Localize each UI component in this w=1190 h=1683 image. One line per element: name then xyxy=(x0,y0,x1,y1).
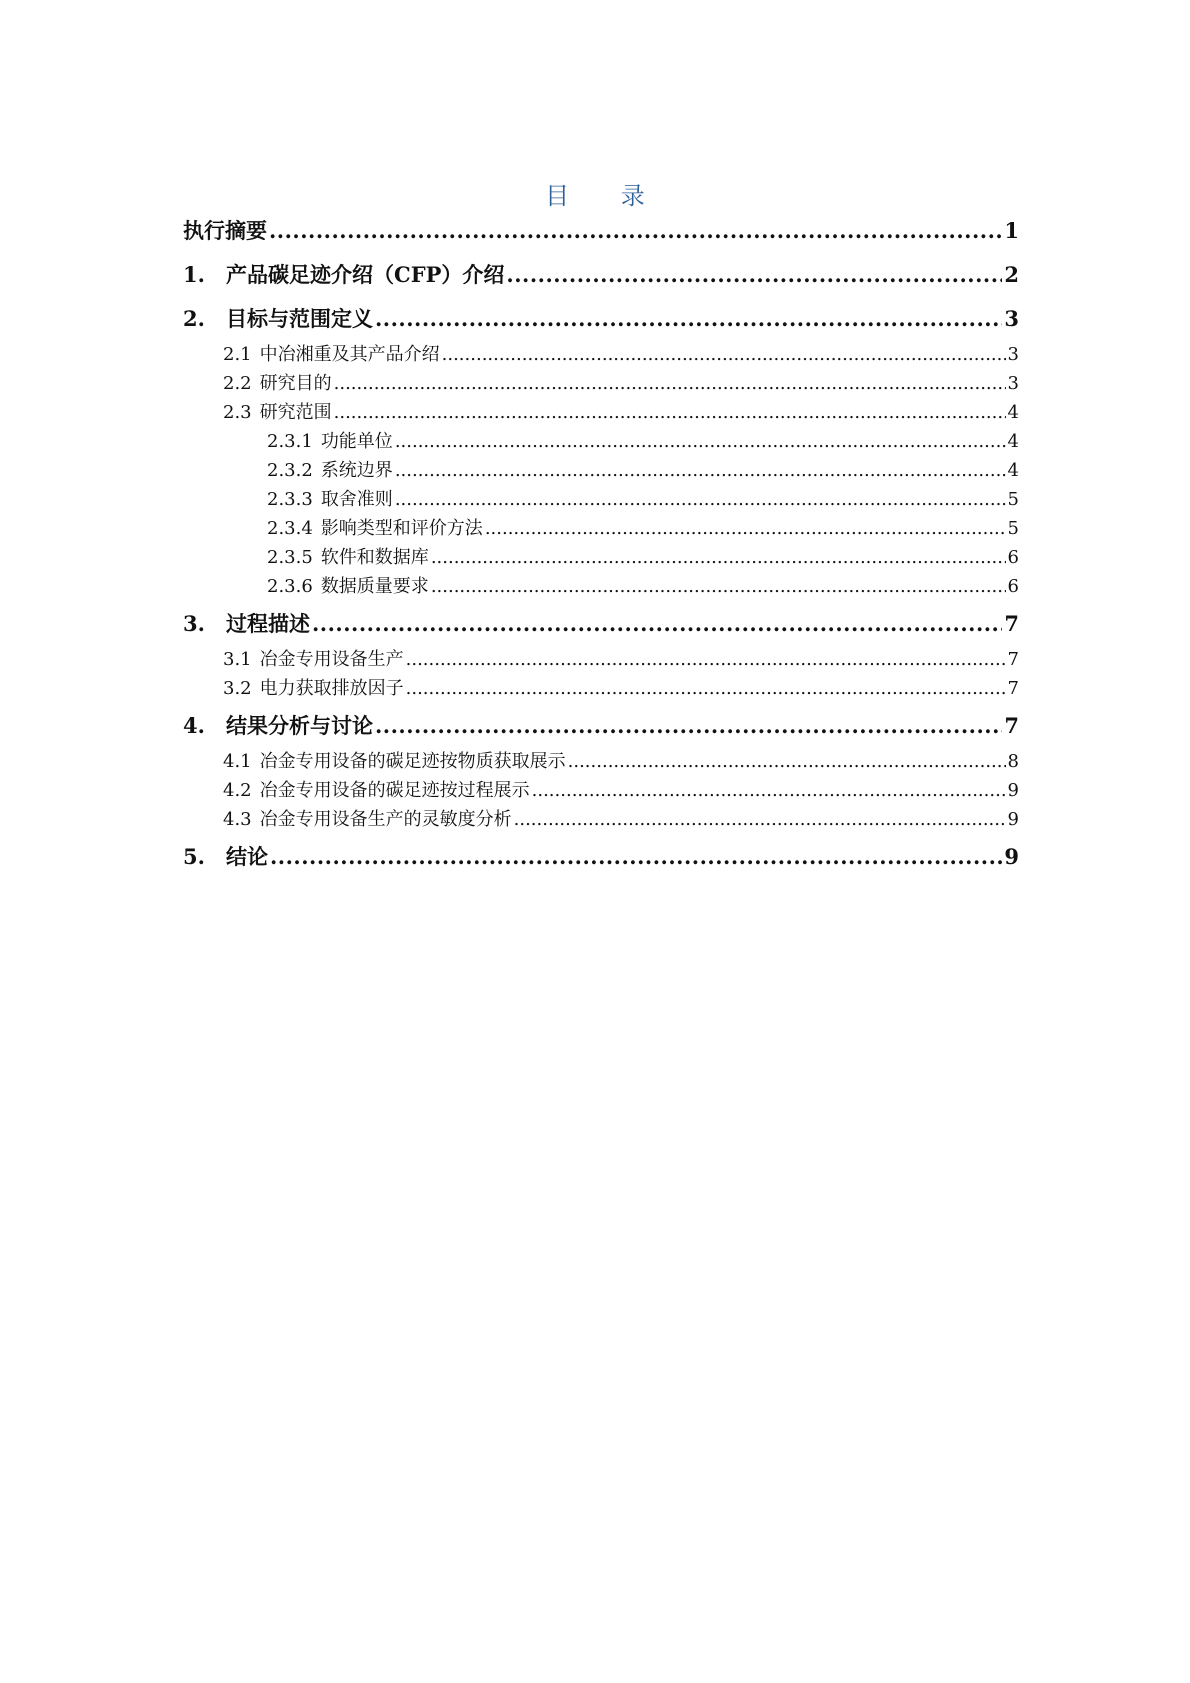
toc-entry-text: 结论 xyxy=(226,844,268,869)
toc-entry[interactable] xyxy=(183,841,1019,871)
toc-entry-text: 产品碳足迹介绍（CFP）介绍 xyxy=(226,262,505,287)
toc-entry-page-number: 5 xyxy=(1007,518,1019,539)
toc-dot-leader xyxy=(269,218,1002,243)
toc-entry-text: 系统边界 xyxy=(320,460,393,481)
toc-entry-number: 2.3.5 xyxy=(267,547,313,568)
toc-entry[interactable] xyxy=(183,259,1019,289)
toc-entry[interactable] xyxy=(223,805,1019,831)
toc-dot-leader xyxy=(506,262,1002,287)
toc-entry-page-number: 9 xyxy=(1007,780,1019,801)
toc-entry-page-number: 3 xyxy=(1004,306,1019,331)
toc-dot-leader xyxy=(431,576,1006,597)
toc-entry-number: 4.2 xyxy=(223,780,252,801)
toc-entry-page-number: 6 xyxy=(1007,547,1019,568)
toc-entry-number: 3. xyxy=(183,611,205,636)
toc-dot-leader xyxy=(514,809,1006,830)
toc-entry-page-number: 7 xyxy=(1007,649,1019,670)
toc-dot-leader xyxy=(406,678,1006,699)
toc-entry[interactable] xyxy=(223,674,1019,700)
toc-dot-leader xyxy=(334,373,1006,394)
toc-dot-leader xyxy=(442,344,1006,365)
toc-dot-leader xyxy=(375,306,1002,331)
toc-entry-text: 冶金专用设备生产 xyxy=(259,649,404,670)
toc-entry-number: 2.3.4 xyxy=(267,518,313,539)
toc-entry-page-number: 1 xyxy=(1004,218,1019,243)
toc-entry[interactable] xyxy=(223,645,1019,671)
toc-entry-text: 结果分析与讨论 xyxy=(226,713,373,738)
toc-entry[interactable] xyxy=(183,710,1019,740)
toc-entry-text: 软件和数据库 xyxy=(320,547,429,568)
toc-entry-text: 过程描述 xyxy=(226,611,310,636)
toc-entry-page-number: 7 xyxy=(1007,678,1019,699)
toc-dot-leader xyxy=(532,780,1006,801)
toc-entry-number: 4.3 xyxy=(223,809,252,830)
toc-entry[interactable] xyxy=(267,543,1019,569)
toc-entry-number: 2. xyxy=(183,306,205,331)
toc-entry-text: 目标与范围定义 xyxy=(226,306,373,331)
toc-entry[interactable] xyxy=(267,456,1019,482)
toc-entry-page-number: 9 xyxy=(1007,809,1019,830)
toc-entry-text: 中冶湘重及其产品介绍 xyxy=(259,344,440,365)
toc-dot-leader xyxy=(395,460,1006,481)
toc-entry-number: 3.2 xyxy=(223,678,252,699)
toc-entry-page-number: 9 xyxy=(1004,844,1019,869)
toc-entry-page-number: 4 xyxy=(1007,402,1019,423)
toc-entry-number: 2.3 xyxy=(223,402,252,423)
toc-entry[interactable] xyxy=(223,747,1019,773)
toc-entry-text: 冶金专用设备的碳足迹按物质获取展示 xyxy=(259,751,566,772)
toc-entry-number: 2.3.2 xyxy=(267,460,313,481)
toc-dot-leader xyxy=(270,844,1002,869)
toc-entry-page-number: 4 xyxy=(1007,460,1019,481)
toc-entry-number: 1. xyxy=(183,262,205,287)
toc-dot-leader xyxy=(406,649,1006,670)
toc-entry-number: 2.3.1 xyxy=(267,431,313,452)
toc-dot-leader xyxy=(568,751,1006,772)
toc-dot-leader xyxy=(431,547,1006,568)
toc-title: 目 录 xyxy=(545,182,667,210)
toc-entry-text: 数据质量要求 xyxy=(320,576,429,597)
toc-entry-page-number: 3 xyxy=(1007,373,1019,394)
toc-entry-number: 2.3.3 xyxy=(267,489,313,510)
toc-entry-number: 2.2 xyxy=(223,373,252,394)
toc-entry-number: 4.1 xyxy=(223,751,252,772)
toc-dot-leader xyxy=(395,431,1006,452)
toc-entry-text: 执行摘要 xyxy=(183,218,267,243)
toc-entry-page-number: 7 xyxy=(1004,713,1019,738)
toc-entry-page-number: 7 xyxy=(1004,611,1019,636)
toc-entry-number: 5. xyxy=(183,844,205,869)
toc-dot-leader xyxy=(375,713,1002,738)
toc-entry-text: 冶金专用设备生产的灵敏度分析 xyxy=(259,809,512,830)
toc-entry-number: 2.1 xyxy=(223,344,252,365)
toc-entry-text: 研究目的 xyxy=(259,373,332,394)
toc-dot-leader xyxy=(312,611,1002,636)
toc-entry-text: 功能单位 xyxy=(320,431,393,452)
toc-entry-page-number: 8 xyxy=(1007,751,1019,772)
toc-entry-number: 2.3.6 xyxy=(267,576,313,597)
toc-entry-number: 4. xyxy=(183,713,205,738)
toc-entry-text: 电力获取排放因子 xyxy=(259,678,404,699)
toc-entry-text: 研究范围 xyxy=(259,402,332,423)
toc-entry[interactable] xyxy=(267,485,1019,511)
toc-dot-leader xyxy=(395,489,1006,510)
toc-entry[interactable] xyxy=(223,398,1019,424)
toc-entry[interactable] xyxy=(183,215,1019,245)
toc-entry-page-number: 3 xyxy=(1007,344,1019,365)
toc-entry-number: 3.1 xyxy=(223,649,252,670)
toc-dot-leader xyxy=(334,402,1006,423)
toc-entry[interactable] xyxy=(223,776,1019,802)
toc-entry[interactable] xyxy=(267,427,1019,453)
toc-entry[interactable] xyxy=(223,369,1019,395)
toc-entry-page-number: 5 xyxy=(1007,489,1019,510)
toc-entry[interactable] xyxy=(267,572,1019,598)
toc-entry-text: 影响类型和评价方法 xyxy=(320,518,483,539)
toc-entry[interactable] xyxy=(183,608,1019,638)
toc-entry[interactable] xyxy=(267,514,1019,540)
toc-entry-page-number: 2 xyxy=(1004,262,1019,287)
toc-dot-leader xyxy=(485,518,1006,539)
toc-list xyxy=(183,0,1019,1683)
toc-entry[interactable] xyxy=(223,340,1019,366)
toc-entry-page-number: 6 xyxy=(1007,576,1019,597)
toc-entry-text: 取舍准则 xyxy=(320,489,393,510)
toc-entry-page-number: 4 xyxy=(1007,431,1019,452)
toc-entry[interactable] xyxy=(183,303,1019,333)
toc-entry-text: 冶金专用设备的碳足迹按过程展示 xyxy=(259,780,530,801)
